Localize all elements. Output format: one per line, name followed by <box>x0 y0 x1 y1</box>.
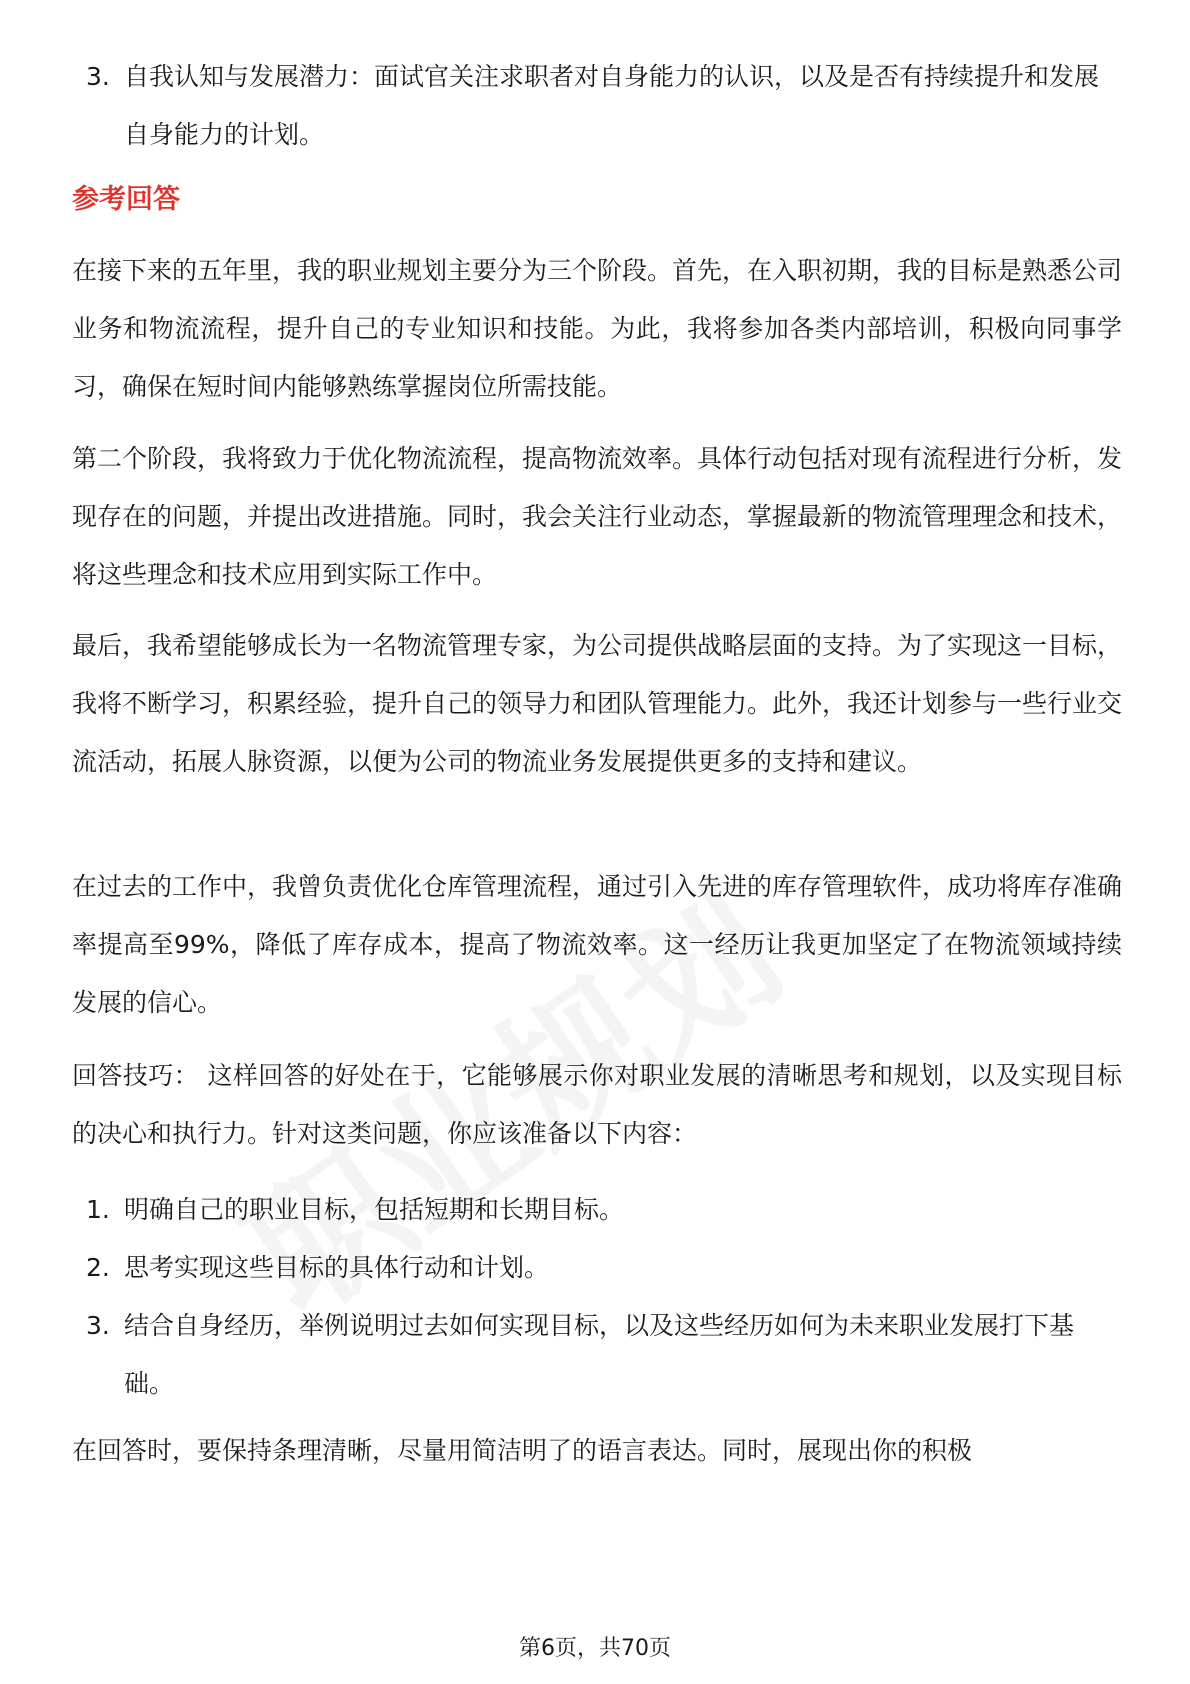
list-item <box>72 1239 1122 1297</box>
list-number: 3. <box>86 62 110 91</box>
paragraph: 第二个阶段，我将致力于优化物流流程，提高物流效率。具体行动包括对现有流程进行分析，发现存在的问题，并提出改进措施。同时，我会关注行业动态，掌握最新的物流管理理念和技术，将这些理念和技术应用到实际工作中。 <box>72 444 1123 589</box>
closing-paragraph <box>72 1422 1122 1480</box>
paragraph: 在接下来的五年里，我的职业规划主要分为三个阶段。首先，在入职初期，我的目标是熟悉公司业务和物流流程，提升自己的专业知识和技能。为此，我将参加各类内部培训，积极向同事学习，确保在短时间内能够熟练掌握岗位所需技能。 <box>72 256 1123 401</box>
list-text: 结合自身经历，举例说明过去如何实现目标，以及这些经历如何为未来职业发展打下基础。 <box>124 1311 1075 1398</box>
paragraph: 在过去的工作中，我曾负责优化仓库管理流程，通过引入先进的库存管理软件，成功将库存准确率提高至99%，降低了库存成本，提高了物流效率。这一经历让我更加坚定了在物流领域持续发展的信心。 <box>72 872 1123 1017</box>
section-heading: 参考回答 <box>72 184 180 215</box>
list-text: 思考实现这些目标的具体行动和计划。 <box>124 1253 550 1282</box>
list-item <box>72 48 1122 164</box>
paragraph: 在回答时，要保持条理清晰，尽量用简洁明了的语言表达。同时，展现出你的积极 <box>72 1436 973 1465</box>
paragraph: 最后，我希望能够成长为一名物流管理专家，为公司提供战略层面的支持。为了实现这一目标，我将不断学习，积累经验，提升自己的领导力和团队管理能力。此外，我还计划参与一些行业交流活动，拓展人脉资源，以便为公司的物流业务发展提供更多的支持和建议。 <box>72 631 1123 776</box>
answer-paragraph-3 <box>72 617 1122 791</box>
list-text: 明确自己的职业目标，包括短期和长期目标。 <box>124 1195 625 1224</box>
list-text: 自我认知与发展潜力：面试官关注求职者对自身能力的认识，以及是否有持续提升和发展自身能力的计划。 <box>124 62 1100 149</box>
tips-paragraph <box>72 1047 1122 1163</box>
answer-paragraph-4 <box>72 858 1122 1032</box>
list-number: 1. <box>86 1195 110 1224</box>
answer-paragraph-2 <box>72 430 1122 604</box>
list-item <box>72 1297 1122 1413</box>
intro-list <box>72 48 1122 164</box>
page-footer: 第6页，共70页 <box>519 1636 671 1661</box>
list-item <box>72 1181 1122 1239</box>
tips-list <box>72 1181 1122 1413</box>
paragraph: 回答技巧： 这样回答的好处在于，它能够展示你对职业发展的清晰思考和规划，以及实现目标的决心和执行力。针对这类问题，你应该准备以下内容： <box>72 1061 1122 1148</box>
list-number: 2. <box>86 1253 110 1282</box>
answer-paragraph-1 <box>72 242 1122 416</box>
list-number: 3. <box>86 1311 110 1340</box>
